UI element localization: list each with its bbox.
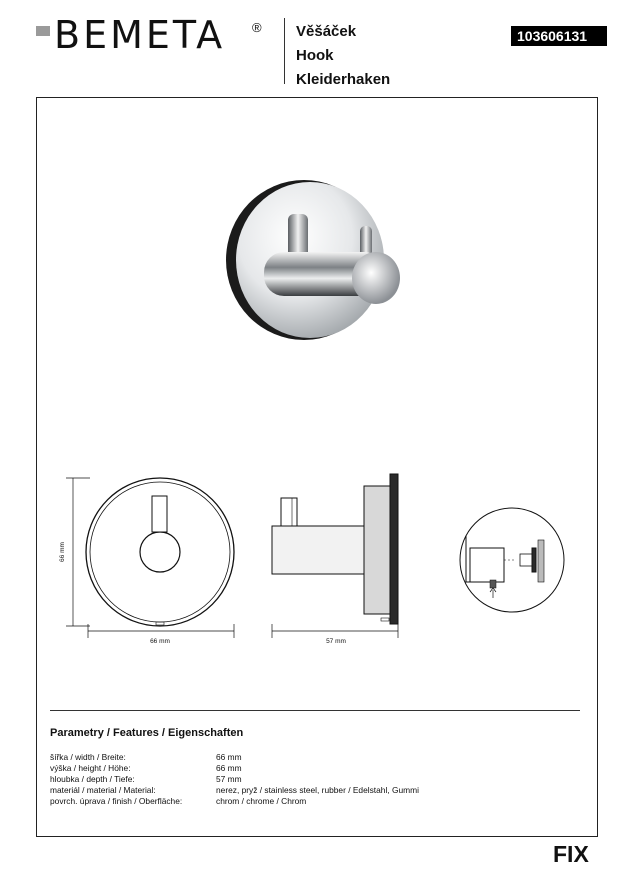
param-label: materiál / material / Material: [50,785,156,795]
front-view [86,478,234,626]
param-value: 66 mm [216,763,242,773]
param-value: 57 mm [216,774,242,784]
param-row-finish [50,796,419,807]
mounting-detail [460,508,564,612]
height-label: 66 mm [59,542,66,562]
param-value: nerez, pryž / stainless steel, rubber / Edelstahl, Gummi [216,785,419,795]
side-view [272,474,398,624]
parameters-table [50,752,419,807]
mount-type-label: FIX [553,841,589,867]
param-row-width [50,752,419,763]
registered-mark: ® [252,20,262,35]
title-czech: Věšáček [296,23,357,40]
param-label: povrch. úprava / finish / Oberfläche: [50,796,183,806]
param-row-material [50,785,419,796]
title-german: Kleiderhaken [296,71,391,88]
param-row-height [50,763,419,774]
depth-dimension [272,624,398,638]
depth-label: 57 mm [326,638,346,645]
parameters-heading: Parametry / Features / Eigenschaften [50,727,244,739]
width-label: 66 mm [150,638,170,645]
brand-logo: BEMETA [54,13,226,57]
param-value: 66 mm [216,752,242,762]
param-label: šířka / width / Breite: [50,752,126,762]
param-label: výška / height / Höhe: [50,763,131,773]
param-row-depth [50,774,419,785]
title-english: Hook [296,47,334,64]
param-label: hloubka / depth / Tiefe: [50,774,135,784]
parameters-divider [50,710,580,711]
product-code-badge: 103606131 [511,26,607,46]
param-value: chrom / chrome / Chrom [216,796,307,806]
